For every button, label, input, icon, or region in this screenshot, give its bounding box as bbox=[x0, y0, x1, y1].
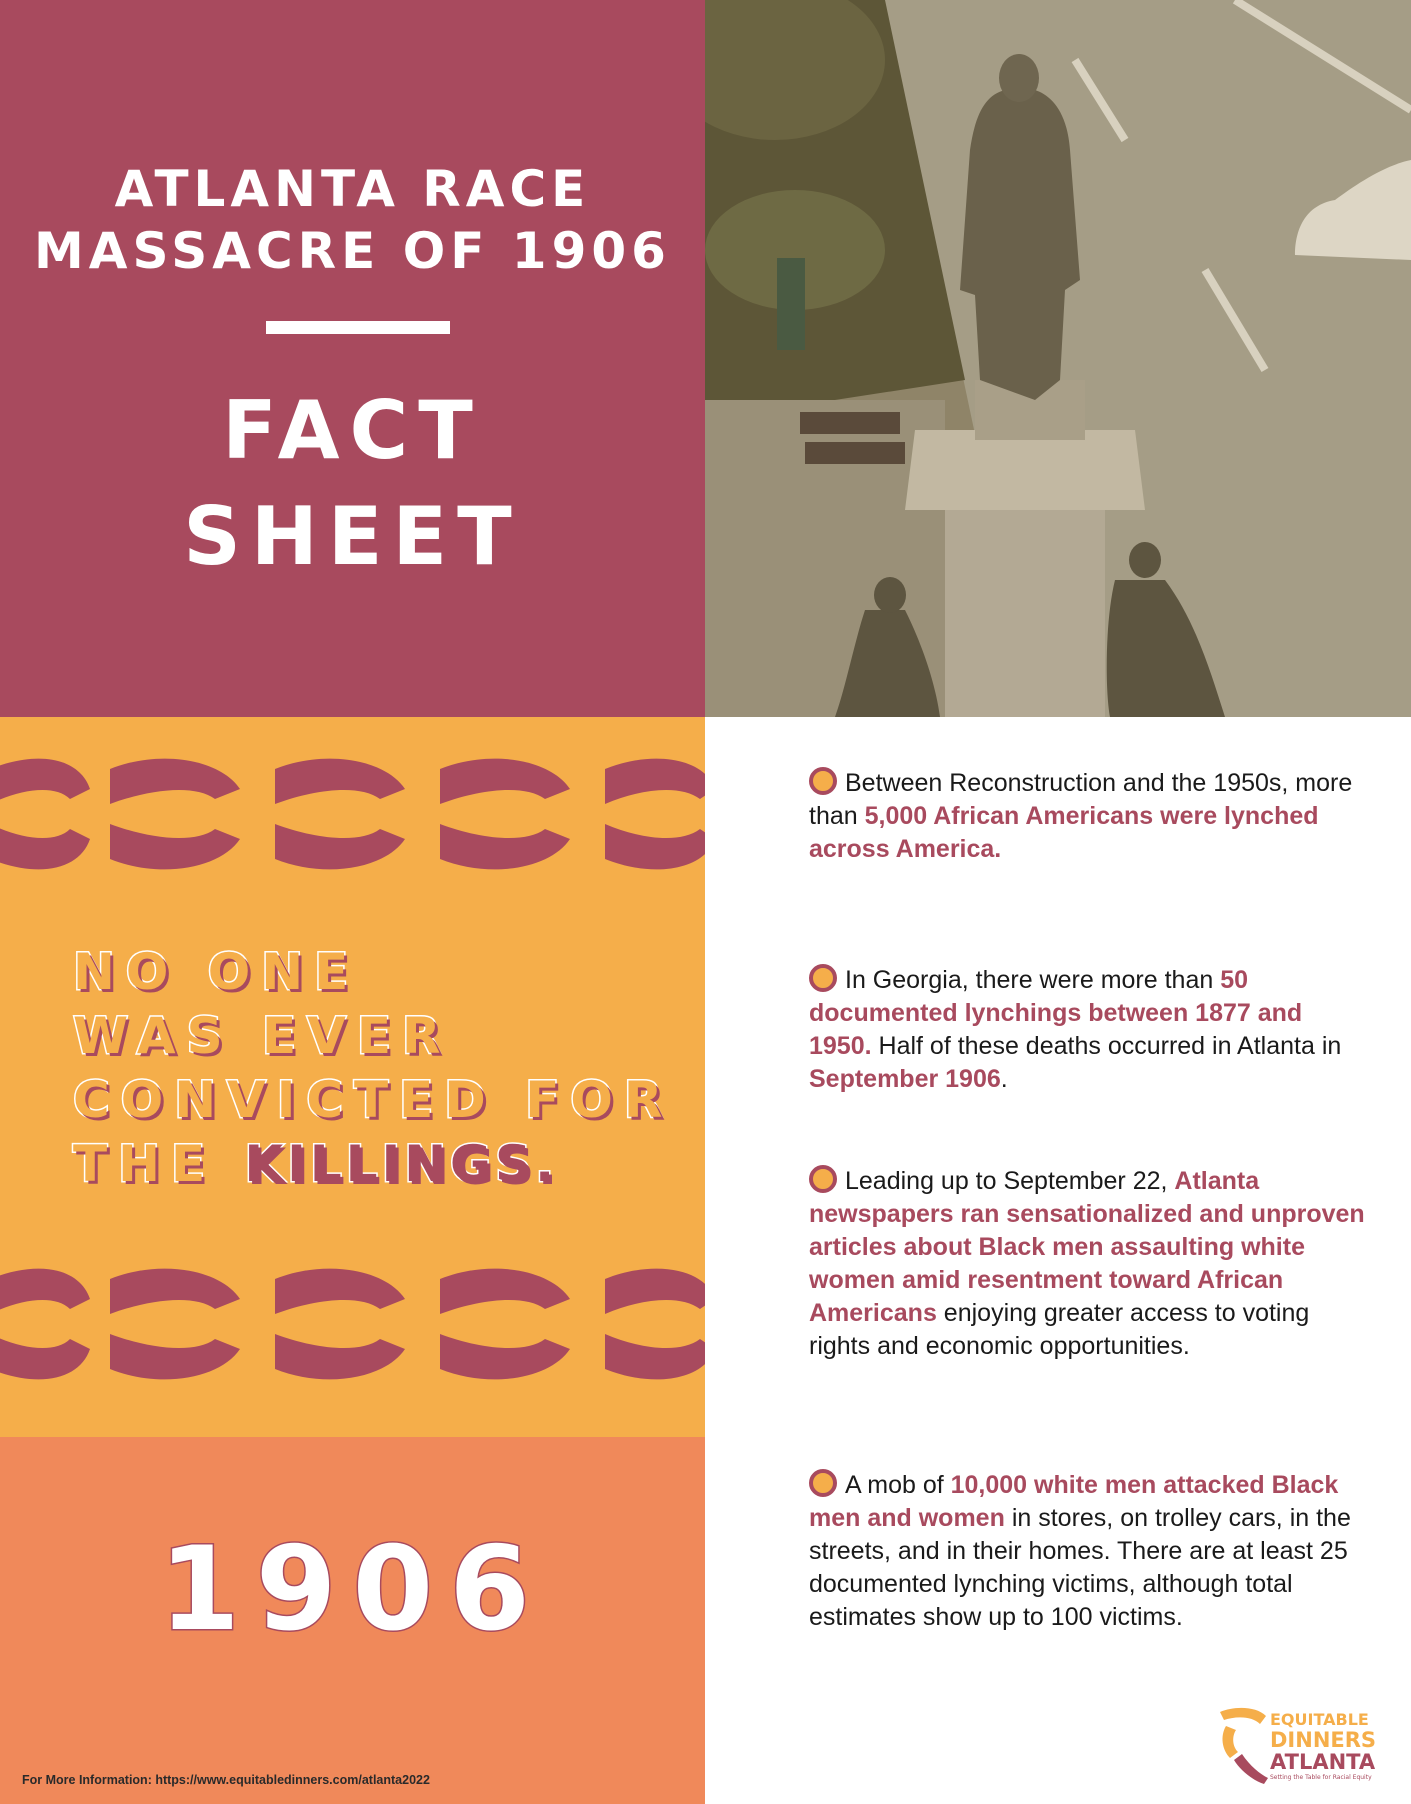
fact-text: Half of these deaths occurred in Atlanta in bbox=[871, 1032, 1342, 1060]
fact-item bbox=[809, 1165, 1369, 1363]
fact-item bbox=[809, 964, 1369, 1096]
fact-text: A mob of bbox=[845, 1471, 951, 1499]
footer-link[interactable]: For More Information: https://www.equitabledinners.com/atlanta2022 bbox=[22, 1773, 430, 1787]
statue-photo bbox=[705, 0, 1411, 717]
bullet-icon bbox=[809, 1469, 837, 1497]
subtitle-line-2: SHEET bbox=[183, 490, 522, 583]
page-title-line-2: MASSACRE OF 1906 bbox=[34, 222, 671, 280]
hands-pattern-bottom bbox=[0, 1239, 705, 1409]
quote-line-2: WAS EVER bbox=[73, 1007, 452, 1065]
quote-line-4 bbox=[73, 1135, 558, 1193]
fact-text: . bbox=[1000, 1065, 1008, 1093]
bullet-icon bbox=[809, 964, 837, 992]
fact-emphasis: September 1906 bbox=[809, 1065, 1001, 1093]
logo-mark-icon bbox=[1216, 1704, 1272, 1784]
bullet-icon bbox=[809, 1165, 837, 1193]
facts-panel bbox=[705, 717, 1411, 1804]
fact-emphasis: 50 documented lynchings between 1877 and 1950. bbox=[809, 966, 1303, 1060]
equitable-dinners-logo bbox=[1216, 1704, 1386, 1784]
year-panel bbox=[0, 1437, 705, 1804]
fact-text: Leading up to September 22, bbox=[845, 1167, 1175, 1195]
page-title-line-1: ATLANTA RACE bbox=[114, 160, 591, 218]
fact-text: in stores, on trolley cars, in the streets, and in their homes. There are at least 25 documented lynching victims, although total estimates show up to 100 victims. bbox=[809, 1504, 1351, 1631]
fact-emphasis: Atlanta newspapers ran sensationalized and unproven articles about Black men assaulting white women amid resentment toward African Americans bbox=[809, 1167, 1365, 1327]
logo-tagline: Setting the Table for Racial Equity bbox=[1270, 1774, 1372, 1781]
subtitle-line-1: FACT bbox=[222, 384, 483, 477]
quote-panel bbox=[0, 717, 705, 1437]
fact-emphasis: 5,000 African Americans were lynched across America. bbox=[809, 802, 1319, 863]
bullet-icon bbox=[809, 767, 837, 795]
quote-line-1: NO ONE bbox=[73, 943, 360, 1001]
title-panel bbox=[0, 0, 705, 717]
fact-item bbox=[809, 1469, 1369, 1634]
quote-line-3: CONVICTED FOR bbox=[73, 1071, 674, 1129]
title-divider bbox=[266, 321, 450, 334]
fact-text: enjoying greater access to voting rights and economic opportunities. bbox=[809, 1299, 1310, 1360]
fact-text: In Georgia, there were more than bbox=[845, 966, 1221, 994]
hands-pattern-top bbox=[0, 729, 705, 899]
year-heading: 1906 bbox=[159, 1522, 546, 1657]
logo-word-atlanta: ATLANTA bbox=[1270, 1750, 1376, 1774]
fact-emphasis: 10,000 white men attacked Black men and women bbox=[809, 1471, 1339, 1532]
logo-word-dinners: DINNERS bbox=[1270, 1728, 1377, 1752]
logo-word-equitable: EQUITABLE bbox=[1270, 1710, 1369, 1729]
statue-photo-illustration bbox=[705, 0, 1411, 717]
quote-line-4-prefix: THE bbox=[73, 1135, 245, 1193]
quote-highlight: KILLINGS. bbox=[244, 1135, 559, 1193]
fact-text: Between Reconstruction and the 1950s, more than bbox=[809, 769, 1353, 830]
fact-item bbox=[809, 767, 1369, 866]
